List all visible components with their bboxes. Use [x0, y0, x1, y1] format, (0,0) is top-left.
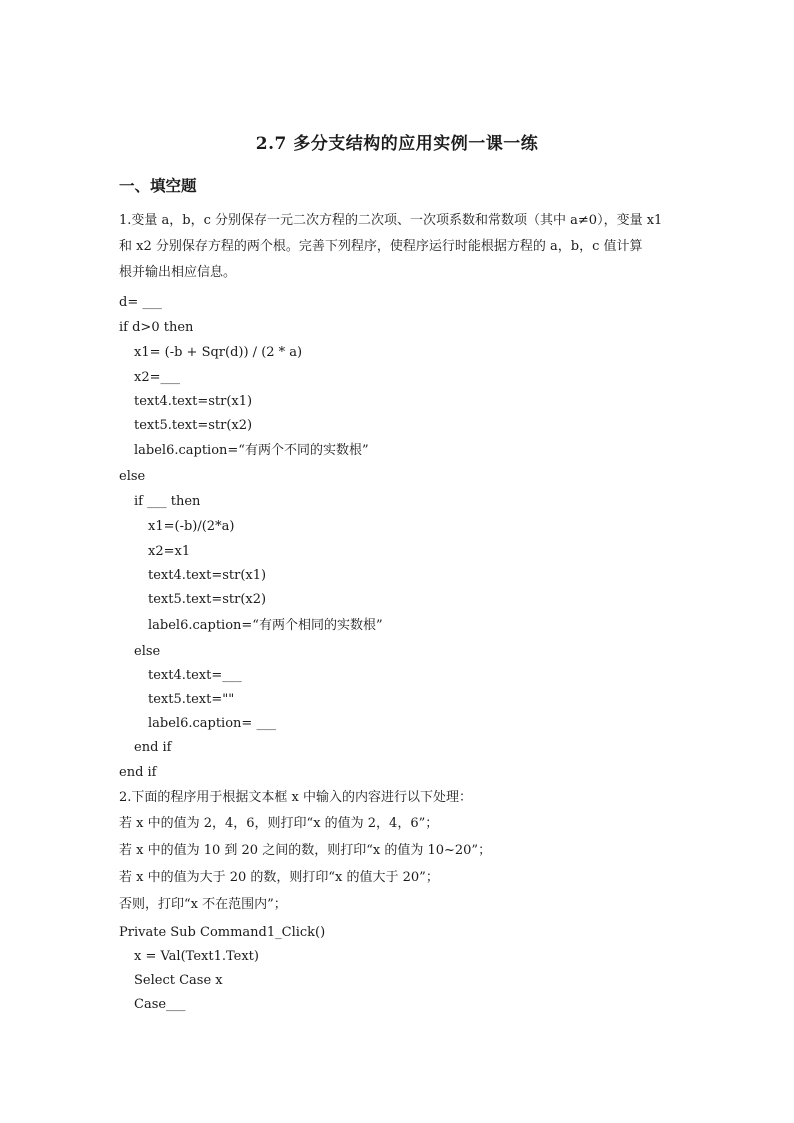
- code-line: text4.text=str(x1): [134, 394, 253, 409]
- code-line: text5.text="": [148, 692, 235, 707]
- section-heading: 一、填空题: [119, 176, 197, 195]
- code-line: label6.caption=“有两个不同的实数根”: [134, 443, 369, 458]
- code-line: text4.text=str(x1): [148, 568, 267, 583]
- code-line: else: [134, 644, 161, 659]
- code-line: text5.text=str(x2): [148, 592, 267, 607]
- code-line: d= ___: [119, 295, 162, 310]
- code-line: x1=(-b)/(2*a): [148, 519, 235, 534]
- code-line: text5.text=str(x2): [134, 418, 253, 433]
- question-2-text-line-4: 若 x 中的值为大于 20 的数，则打印“x 的值大于 20”；: [119, 870, 439, 885]
- code-line: if d>0 then: [119, 320, 194, 335]
- code-line: x = Val(Text1.Text): [134, 949, 259, 964]
- question-1-text-line-1: 1.变量 a，b，c 分别保存一元二次方程的二次项、一次项系数和常数项（其中 a≠0），变量 x1: [119, 213, 663, 228]
- code-line: if ___ then: [134, 494, 201, 509]
- document-title: 2.7 多分支结构的应用实例一课一练: [255, 134, 539, 154]
- code-line: x2=x1: [148, 544, 191, 559]
- code-line: end if: [119, 765, 157, 780]
- code-line: text4.text=___: [148, 668, 242, 683]
- question-1-text-line-2: 和 x2 分别保存方程的两个根。完善下列程序，使程序运行时能根据方程的 a，b，c 值计算: [119, 239, 643, 254]
- code-line: Private Sub Command1_Click(): [119, 925, 326, 940]
- code-line: label6.caption=“有两个相同的实数根”: [148, 618, 383, 633]
- code-line: x2=___: [134, 370, 180, 385]
- code-line: Select Case x: [134, 973, 223, 988]
- code-line: x1= (-b + Sqr(d)) / (2 * a): [134, 345, 303, 360]
- code-line: Case___: [134, 997, 186, 1012]
- code-line: label6.caption= ___: [148, 716, 276, 731]
- question-2-text-line-1: 2.下面的程序用于根据文本框 x 中输入的内容进行以下处理：: [119, 790, 472, 805]
- question-2-text-line-3: 若 x 中的值为 10 到 20 之间的数，则打印“x 的值为 10~20”；: [119, 843, 492, 858]
- question-2-text-line-2: 若 x 中的值为 2，4，6，则打印“x 的值为 2，4，6”；: [119, 816, 439, 831]
- code-line: else: [119, 469, 146, 484]
- question-1-text-line-3: 根并输出相应信息。: [119, 265, 237, 280]
- code-line: end if: [134, 740, 172, 755]
- question-2-text-line-5: 否则，打印“x 不在范围内”；: [119, 897, 287, 912]
